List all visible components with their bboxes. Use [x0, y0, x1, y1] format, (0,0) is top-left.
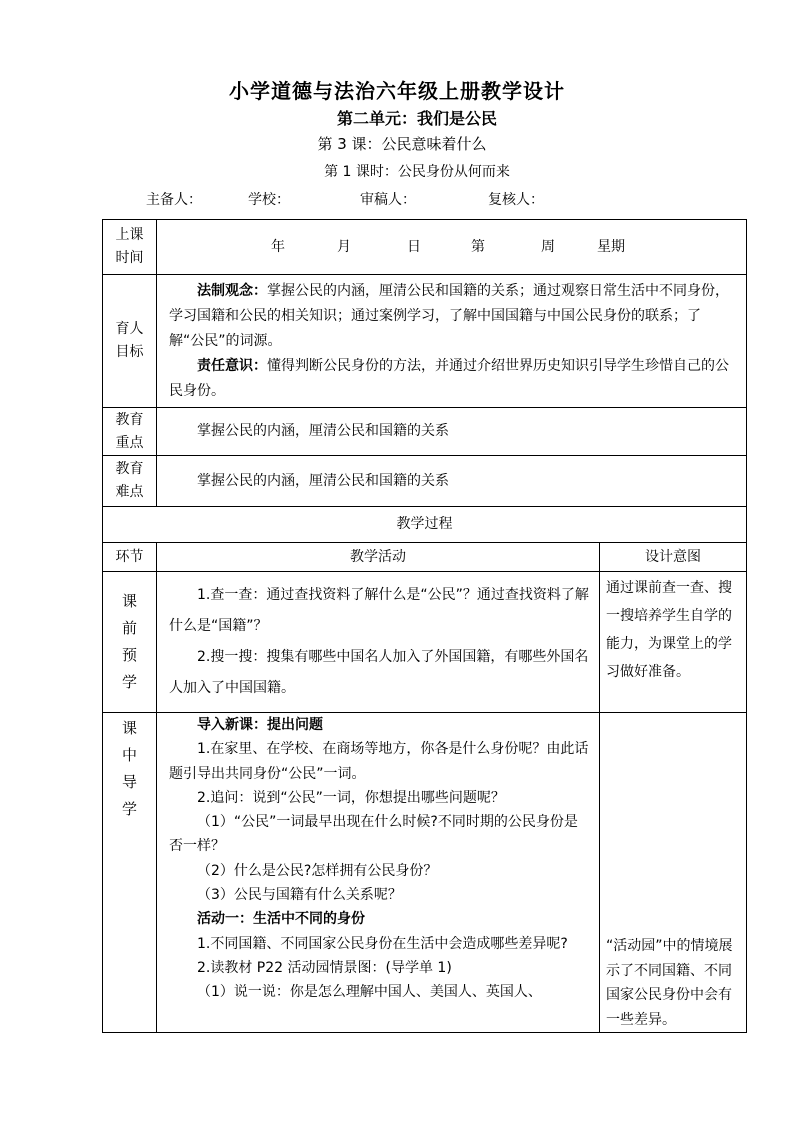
time-label-line2: 时间 — [115, 250, 144, 266]
year-field: 年 — [271, 239, 285, 255]
checker-label: 复核人： — [488, 192, 544, 208]
goal-law-text: 掌握公民的内涵，厘清公民和国籍的关系；通过观察日常生活中不同身份，学习国籍和公民的相关知识；通过案例学习，了解中国国籍与中国公民身份的联系；了解“公民”的词源。 — [169, 282, 729, 349]
week-field: 周 — [541, 239, 555, 255]
pre-item-search: 1.查一查：通过查找资料了解什么是“公民”？通过查找资料了解什么是“国籍”？ — [169, 587, 589, 634]
preparer-label: 主备人： — [146, 192, 202, 208]
goal-law-title: 法制观念： — [197, 282, 267, 299]
key-row — [103, 408, 747, 456]
difficulty-label — [103, 456, 157, 507]
goals-label-line1: 育人 — [115, 321, 144, 337]
pre-class-activity — [157, 572, 600, 713]
intro-q1: 1.在家里、在学校、在商场等地方，你各是什么身份呢？由此话题引导出共同身份“公民”一词。 — [169, 741, 589, 782]
in-class-row — [103, 713, 747, 1033]
col-intent: 设计意图 — [600, 543, 747, 572]
intro-q2: 2.追问：说到“公民”一词，你想提出哪些问题呢？ — [197, 789, 505, 806]
goal-law — [169, 279, 736, 354]
col-stage: 环节 — [103, 543, 157, 572]
lesson-plan-table — [102, 219, 747, 1033]
in-class-intent: “活动园”中的情境展示了不同国籍、不同国家公民身份中会有一些差异。 — [600, 713, 747, 1033]
month-field: 月 — [337, 239, 351, 255]
ordinal-field: 第 — [471, 239, 485, 255]
goals-label — [103, 275, 157, 408]
pre-label-char2: 前 — [121, 619, 137, 637]
difficulty-label-line1: 教育 — [115, 461, 144, 477]
activity1-item2: 2.读教材 P22 活动园情景图：(导学单 1) — [197, 959, 452, 976]
pre-label-char4: 学 — [121, 673, 137, 691]
pre-class-row — [103, 572, 747, 713]
pre-class-label — [103, 572, 157, 713]
lesson-title: 第 3 课：公民意味着什么 — [317, 135, 487, 153]
process-title-row — [103, 507, 747, 543]
difficulty-content: 掌握公民的内涵，厘清公民和国籍的关系 — [157, 456, 747, 507]
day-field: 日 — [407, 239, 421, 255]
time-fields — [157, 220, 747, 275]
time-row — [103, 220, 747, 275]
key-label — [103, 408, 157, 456]
goals-label-line2: 目标 — [115, 344, 144, 360]
intro-q2c: （3）公民与国籍有什么关系呢？ — [197, 887, 402, 904]
activity1-title: 活动一：生活中不同的身份 — [197, 911, 365, 928]
intro-q2a: （1）“公民”一词最早出现在什么时候?不同时期的公民身份是否一样？ — [169, 814, 578, 855]
mid-label-char4: 学 — [121, 800, 137, 818]
goals-row — [103, 275, 747, 408]
period-title: 第 1 课时：公民身份从何而来 — [324, 164, 510, 180]
mid-label-char3: 导 — [121, 773, 137, 791]
process-title: 教学过程 — [103, 507, 747, 543]
time-label — [103, 220, 157, 275]
pre-label-char3: 预 — [121, 646, 137, 664]
difficulty-row — [103, 456, 747, 507]
in-class-label — [103, 713, 157, 1033]
mid-label-char2: 中 — [121, 746, 137, 764]
activity1-item1: 1.不同国籍、不同国家公民身份在生活中会造成哪些差异呢? — [197, 935, 568, 952]
col-activity: 教学活动 — [157, 543, 600, 572]
mid-label-char1: 课 — [121, 719, 137, 737]
goal-resp-text: 懂得判断公民身份的方法，并通过介绍世界历史知识引导学生珍惜自己的公民身份。 — [169, 357, 729, 399]
time-label-line1: 上课 — [115, 227, 144, 243]
goal-responsibility — [169, 354, 736, 404]
reviewer-label: 审稿人： — [360, 192, 416, 208]
goal-resp-title: 责任意识： — [197, 357, 267, 374]
goals-content — [157, 275, 747, 408]
unit-title: 第二单元：我们是公民 — [336, 109, 497, 128]
key-content: 掌握公民的内涵，厘清公民和国籍的关系 — [157, 408, 747, 456]
pre-class-intent: 通过课前查一查、搜一搜培养学生自学的能力，为课堂上的学习做好准备。 — [600, 572, 747, 713]
pre-item-collect: 2.搜一搜：搜集有哪些中国名人加入了外国国籍，有哪些外国名人加入了中国国籍。 — [169, 649, 589, 696]
in-class-activity — [157, 713, 600, 1033]
weekday-field: 星期 — [597, 239, 625, 255]
key-label-line1: 教育 — [115, 411, 144, 428]
doc-title: 小学道德与法治六年级上册教学设计 — [229, 79, 565, 103]
difficulty-label-line2: 难点 — [115, 484, 144, 500]
intro-q2b: （2）什么是公民?怎样拥有公民身份？ — [197, 862, 438, 879]
key-label-line2: 重点 — [115, 434, 144, 451]
school-label: 学校： — [248, 192, 290, 208]
activity1-item2a: （1）说一说：你是怎么理解中国人、美国人、英国人、 — [197, 984, 542, 1001]
column-header-row — [103, 543, 747, 572]
pre-label-char1: 课 — [121, 592, 137, 610]
intro-title: 导入新课：提出问题 — [197, 717, 323, 733]
